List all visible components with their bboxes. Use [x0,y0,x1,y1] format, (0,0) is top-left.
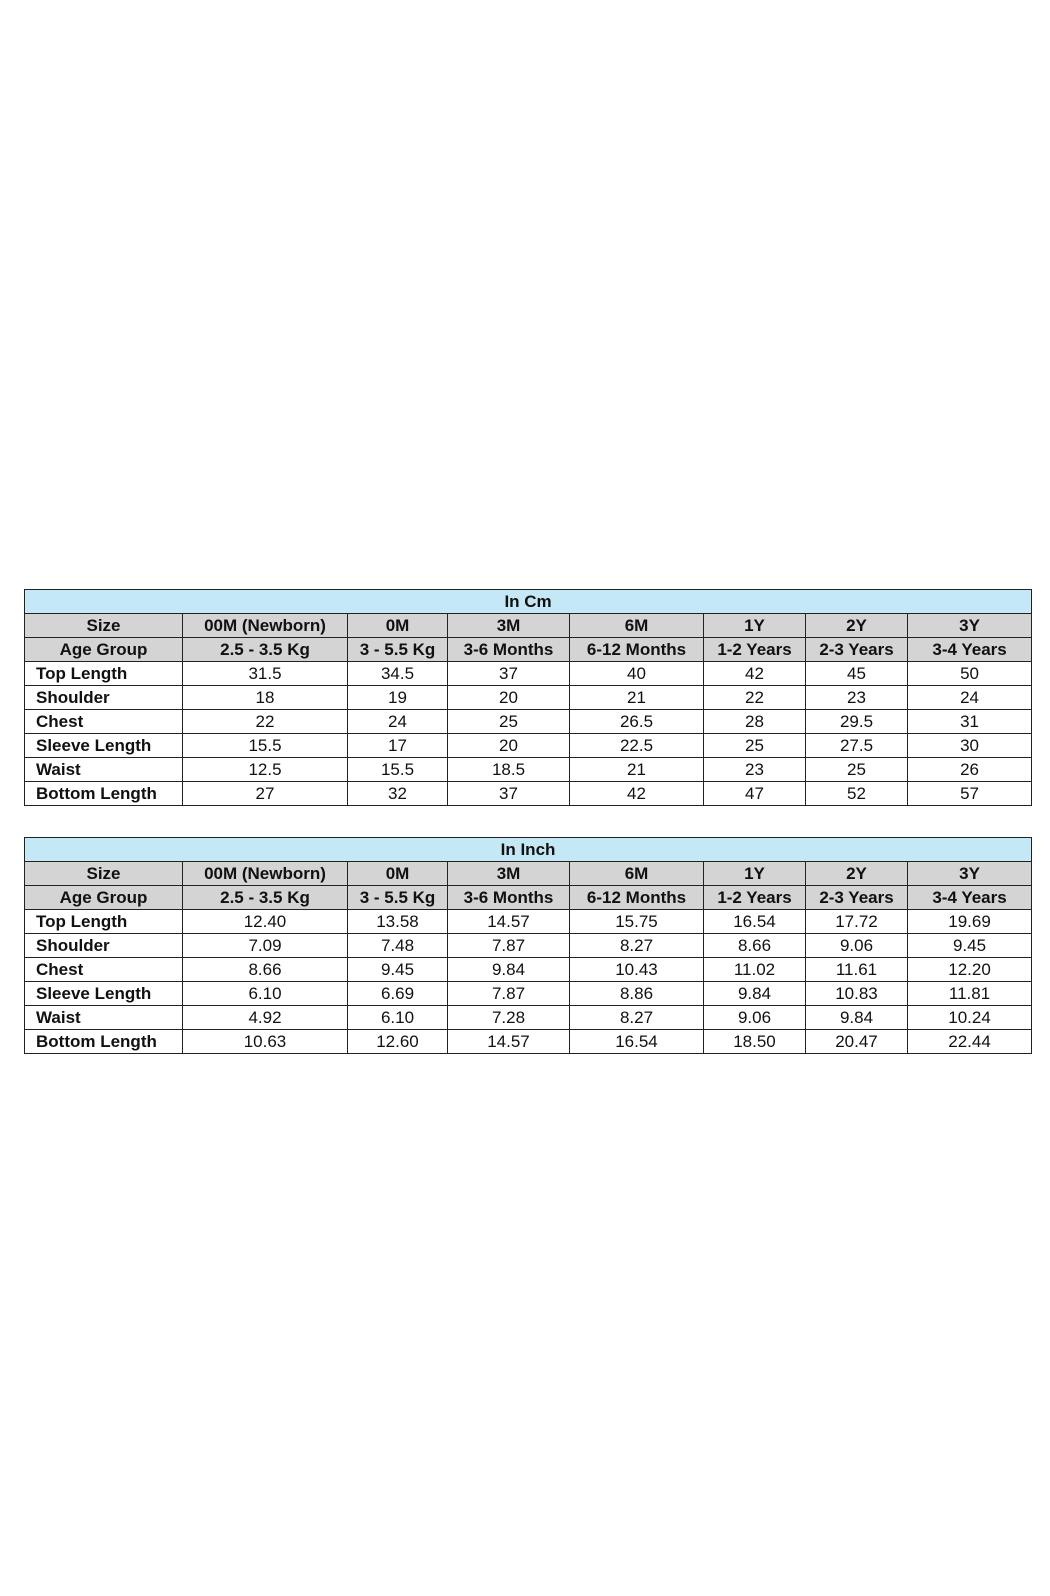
measurement-value: 9.84 [704,982,806,1006]
measurement-value: 31 [908,710,1032,734]
measurement-value: 11.02 [704,958,806,982]
measurement-value: 25 [448,710,570,734]
size-header-row [25,614,1032,638]
measurement-value: 24 [908,686,1032,710]
size-header-cell: 0M [348,862,448,886]
measurement-value: 10.63 [183,1030,348,1054]
measurement-value: 34.5 [348,662,448,686]
size-header-label: Size [25,862,183,886]
size-header-cell: 00M (Newborn) [183,614,348,638]
measurement-value: 31.5 [183,662,348,686]
measurement-value: 9.45 [908,934,1032,958]
size-header-row [25,862,1032,886]
age-group-cell: 6-12 Months [570,886,704,910]
measurement-value: 16.54 [704,910,806,934]
measurement-value: 29.5 [806,710,908,734]
measurement-row [25,734,1032,758]
measurement-value: 15.75 [570,910,704,934]
age-group-cell: 1-2 Years [704,886,806,910]
size-header-cell: 1Y [704,614,806,638]
size-chart-cm-table [24,589,1032,806]
measurement-row [25,934,1032,958]
measurement-value: 42 [704,662,806,686]
measurement-label: Top Length [25,662,183,686]
measurement-value: 50 [908,662,1032,686]
measurement-value: 10.24 [908,1006,1032,1030]
measurement-value: 7.28 [448,1006,570,1030]
measurement-value: 45 [806,662,908,686]
measurement-value: 13.58 [348,910,448,934]
measurement-value: 14.57 [448,910,570,934]
measurement-value: 16.54 [570,1030,704,1054]
measurement-value: 8.27 [570,1006,704,1030]
measurement-value: 23 [704,758,806,782]
measurement-value: 9.06 [704,1006,806,1030]
measurement-label: Sleeve Length [25,734,183,758]
measurement-value: 19.69 [908,910,1032,934]
age-group-cell: 3-6 Months [448,638,570,662]
measurement-value: 23 [806,686,908,710]
measurement-value: 26.5 [570,710,704,734]
size-header-cell: 6M [570,614,704,638]
measurement-row [25,958,1032,982]
measurement-value: 7.87 [448,982,570,1006]
measurement-value: 52 [806,782,908,806]
measurement-value: 15.5 [183,734,348,758]
measurement-value: 28 [704,710,806,734]
measurement-value: 12.5 [183,758,348,782]
measurement-value: 7.09 [183,934,348,958]
measurement-value: 12.60 [348,1030,448,1054]
measurement-value: 6.69 [348,982,448,1006]
size-header-cell: 3M [448,862,570,886]
size-chart-cm-body [25,590,1032,806]
measurement-value: 11.81 [908,982,1032,1006]
measurement-value: 25 [704,734,806,758]
measurement-value: 8.66 [704,934,806,958]
age-group-cell: 6-12 Months [570,638,704,662]
table-title-row [25,838,1032,862]
age-group-cell: 2.5 - 3.5 Kg [183,886,348,910]
size-header-cell: 3Y [908,862,1032,886]
measurement-label: Top Length [25,910,183,934]
size-header-cell: 1Y [704,862,806,886]
measurement-value: 9.45 [348,958,448,982]
measurement-value: 22 [183,710,348,734]
measurement-label: Bottom Length [25,782,183,806]
measurement-value: 6.10 [183,982,348,1006]
measurement-value: 6.10 [348,1006,448,1030]
measurement-value: 57 [908,782,1032,806]
age-group-cell: 3-4 Years [908,886,1032,910]
measurement-value: 27 [183,782,348,806]
measurement-value: 22 [704,686,806,710]
age-group-cell: 2-3 Years [806,638,908,662]
measurement-value: 12.40 [183,910,348,934]
measurement-value: 27.5 [806,734,908,758]
measurement-row [25,782,1032,806]
age-group-cell: 2-3 Years [806,886,908,910]
measurement-value: 40 [570,662,704,686]
age-group-cell: 2.5 - 3.5 Kg [183,638,348,662]
measurement-value: 11.61 [806,958,908,982]
age-group-cell: 1-2 Years [704,638,806,662]
measurement-value: 8.86 [570,982,704,1006]
measurement-value: 19 [348,686,448,710]
measurement-value: 9.84 [806,1006,908,1030]
measurement-row [25,1006,1032,1030]
measurement-row [25,1030,1032,1054]
table-title: In Inch [25,838,1032,862]
measurement-value: 17 [348,734,448,758]
size-header-cell: 0M [348,614,448,638]
measurement-row [25,910,1032,934]
measurement-value: 20 [448,686,570,710]
measurement-value: 26 [908,758,1032,782]
measurement-value: 12.20 [908,958,1032,982]
measurement-value: 8.66 [183,958,348,982]
measurement-value: 14.57 [448,1030,570,1054]
measurement-row [25,686,1032,710]
measurement-value: 37 [448,782,570,806]
measurement-label: Shoulder [25,934,183,958]
size-header-cell: 3M [448,614,570,638]
measurement-row [25,758,1032,782]
age-group-row [25,886,1032,910]
measurement-value: 10.43 [570,958,704,982]
size-header-cell: 2Y [806,862,908,886]
measurement-value: 4.92 [183,1006,348,1030]
age-group-label: Age Group [25,638,183,662]
size-chart-inch-table [24,837,1032,1054]
size-header-cell: 3Y [908,614,1032,638]
size-header-cell: 2Y [806,614,908,638]
age-group-label: Age Group [25,886,183,910]
measurement-value: 15.5 [348,758,448,782]
measurement-label: Shoulder [25,686,183,710]
measurement-value: 24 [348,710,448,734]
table-title-row [25,590,1032,614]
measurement-value: 8.27 [570,934,704,958]
age-group-cell: 3 - 5.5 Kg [348,886,448,910]
measurement-value: 25 [806,758,908,782]
measurement-value: 18 [183,686,348,710]
measurement-label: Chest [25,958,183,982]
table-title: In Cm [25,590,1032,614]
age-group-cell: 3-4 Years [908,638,1032,662]
measurement-value: 22.5 [570,734,704,758]
measurement-row [25,662,1032,686]
measurement-value: 9.84 [448,958,570,982]
measurement-value: 10.83 [806,982,908,1006]
measurement-value: 32 [348,782,448,806]
measurement-value: 37 [448,662,570,686]
measurement-value: 22.44 [908,1030,1032,1054]
size-header-cell: 6M [570,862,704,886]
measurement-row [25,982,1032,1006]
size-header-label: Size [25,614,183,638]
measurement-label: Waist [25,1006,183,1030]
measurement-label: Waist [25,758,183,782]
measurement-value: 20.47 [806,1030,908,1054]
age-group-cell: 3 - 5.5 Kg [348,638,448,662]
age-group-cell: 3-6 Months [448,886,570,910]
measurement-label: Sleeve Length [25,982,183,1006]
measurement-value: 9.06 [806,934,908,958]
measurement-value: 18.5 [448,758,570,782]
measurement-value: 18.50 [704,1030,806,1054]
measurement-value: 21 [570,686,704,710]
measurement-value: 20 [448,734,570,758]
measurement-value: 30 [908,734,1032,758]
measurement-label: Bottom Length [25,1030,183,1054]
measurement-row [25,710,1032,734]
measurement-value: 42 [570,782,704,806]
size-chart-inch-body [25,838,1032,1054]
age-group-row [25,638,1032,662]
measurement-value: 7.48 [348,934,448,958]
measurement-value: 7.87 [448,934,570,958]
size-header-cell: 00M (Newborn) [183,862,348,886]
measurement-value: 47 [704,782,806,806]
measurement-value: 21 [570,758,704,782]
measurement-value: 17.72 [806,910,908,934]
measurement-label: Chest [25,710,183,734]
